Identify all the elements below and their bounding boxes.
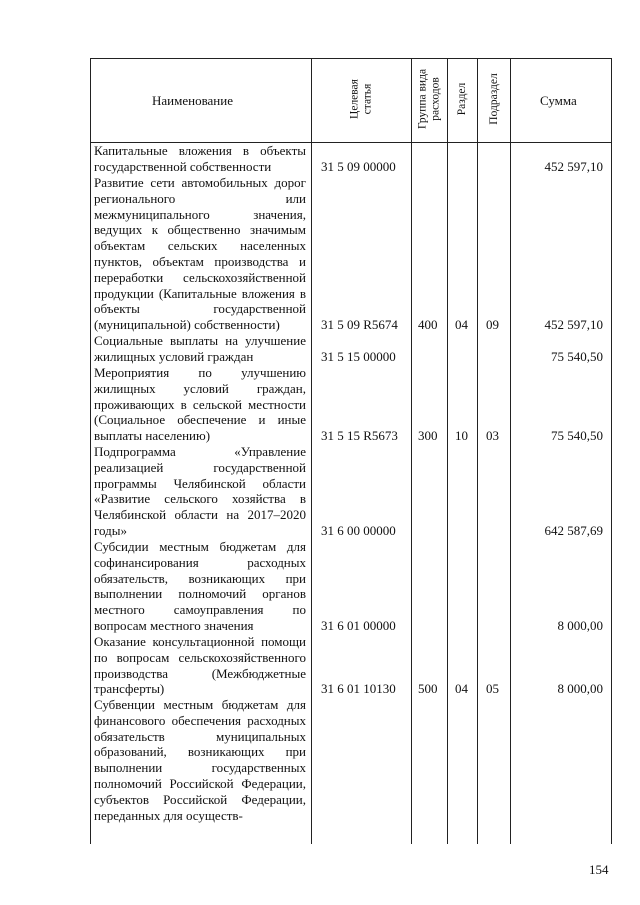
row-code: 31 6 01 00000 (321, 618, 396, 633)
col-border-subsection (510, 58, 511, 844)
row-group: 500 (418, 681, 438, 696)
row-code: 31 6 01 10130 (321, 681, 396, 696)
header-target-line1: Целевая (348, 79, 361, 119)
col-border-left (90, 58, 91, 844)
row-sum: 8 000,00 (557, 681, 603, 696)
header-section: Раздел (455, 82, 468, 116)
row-section: 04 (455, 317, 468, 332)
header-target (349, 79, 374, 119)
col-border-section (477, 58, 478, 844)
header-group (417, 69, 442, 129)
row-code: 31 6 00 00000 (321, 523, 396, 538)
col-border-group (447, 58, 448, 844)
row-name: Субвенции местным бюджетам для финансового обеспечения расходных обязательств муниципальных образований, возникающих при выполнении государственных полномочий Российской Федерации, субъектов Российской Федерации, переданных для осуществ- (94, 697, 306, 823)
row-sum: 75 540,50 (551, 428, 603, 443)
row-code: 31 5 09 R5674 (321, 317, 398, 332)
row-name: Капитальные вложения в объекты государственной собственности (94, 143, 306, 174)
row-name: Социальные выплаты на улучшение жилищных условий граждан (94, 333, 306, 364)
row-section: 04 (455, 681, 468, 696)
row-subsection: 03 (486, 428, 499, 443)
row-code: 31 5 15 00000 (321, 349, 396, 364)
header-group-line1: Группа вида (416, 68, 429, 130)
header-group-line2: расходов (429, 77, 441, 121)
row-sum: 75 540,50 (551, 349, 603, 364)
header-name: Наименование (152, 93, 233, 108)
row-sum: 452 597,10 (544, 317, 603, 332)
row-code: 31 5 15 R5673 (321, 428, 398, 443)
row-name: Подпрограмма «Управление реализацией государственной программы Челябинской области «Развитие сельского хозяйства в Челябинской области на 2017–2020 годы» (94, 444, 306, 538)
row-name: Развитие сети автомобильных дорог регионального или межмуниципального значения, ведущих к общественно значимым объектам сельских населенных пунктов, объектам производства и переработки сельскохозяйственной продукции (Капитальные вложения в объекты государственной (муниципальной) собственности) (94, 175, 306, 333)
header-target-line2: статья (361, 83, 373, 115)
row-code: 31 5 09 00000 (321, 159, 396, 174)
page-number: 154 (589, 862, 609, 877)
table-top-border (90, 58, 612, 59)
row-group: 400 (418, 317, 438, 332)
row-sum: 642 587,69 (544, 523, 603, 538)
row-sum: 8 000,00 (557, 618, 603, 633)
row-group: 300 (418, 428, 438, 443)
row-name: Оказание консультационной помощи по вопросам сельскохозяйственного производства (Межбюджетные трансферты) (94, 634, 306, 697)
row-name: Мероприятия по улучшению жилищных условий граждан, проживающих в сельской местности (Социальное обеспечение и иные выплаты населению) (94, 365, 306, 444)
row-section: 10 (455, 428, 468, 443)
header-subsection: Подраздел (487, 73, 500, 125)
row-name: Субсидии местным бюджетам для софинансирования расходных обязательств, возникающих при выполнении полномочий органов местного самоуправления по вопросам местного значения (94, 539, 306, 633)
row-subsection: 05 (486, 681, 499, 696)
col-border-name (311, 58, 312, 844)
header-sum: Сумма (540, 93, 577, 108)
col-border-right (611, 58, 612, 844)
row-subsection: 09 (486, 317, 499, 332)
col-border-target (411, 58, 412, 844)
row-sum: 452 597,10 (544, 159, 603, 174)
